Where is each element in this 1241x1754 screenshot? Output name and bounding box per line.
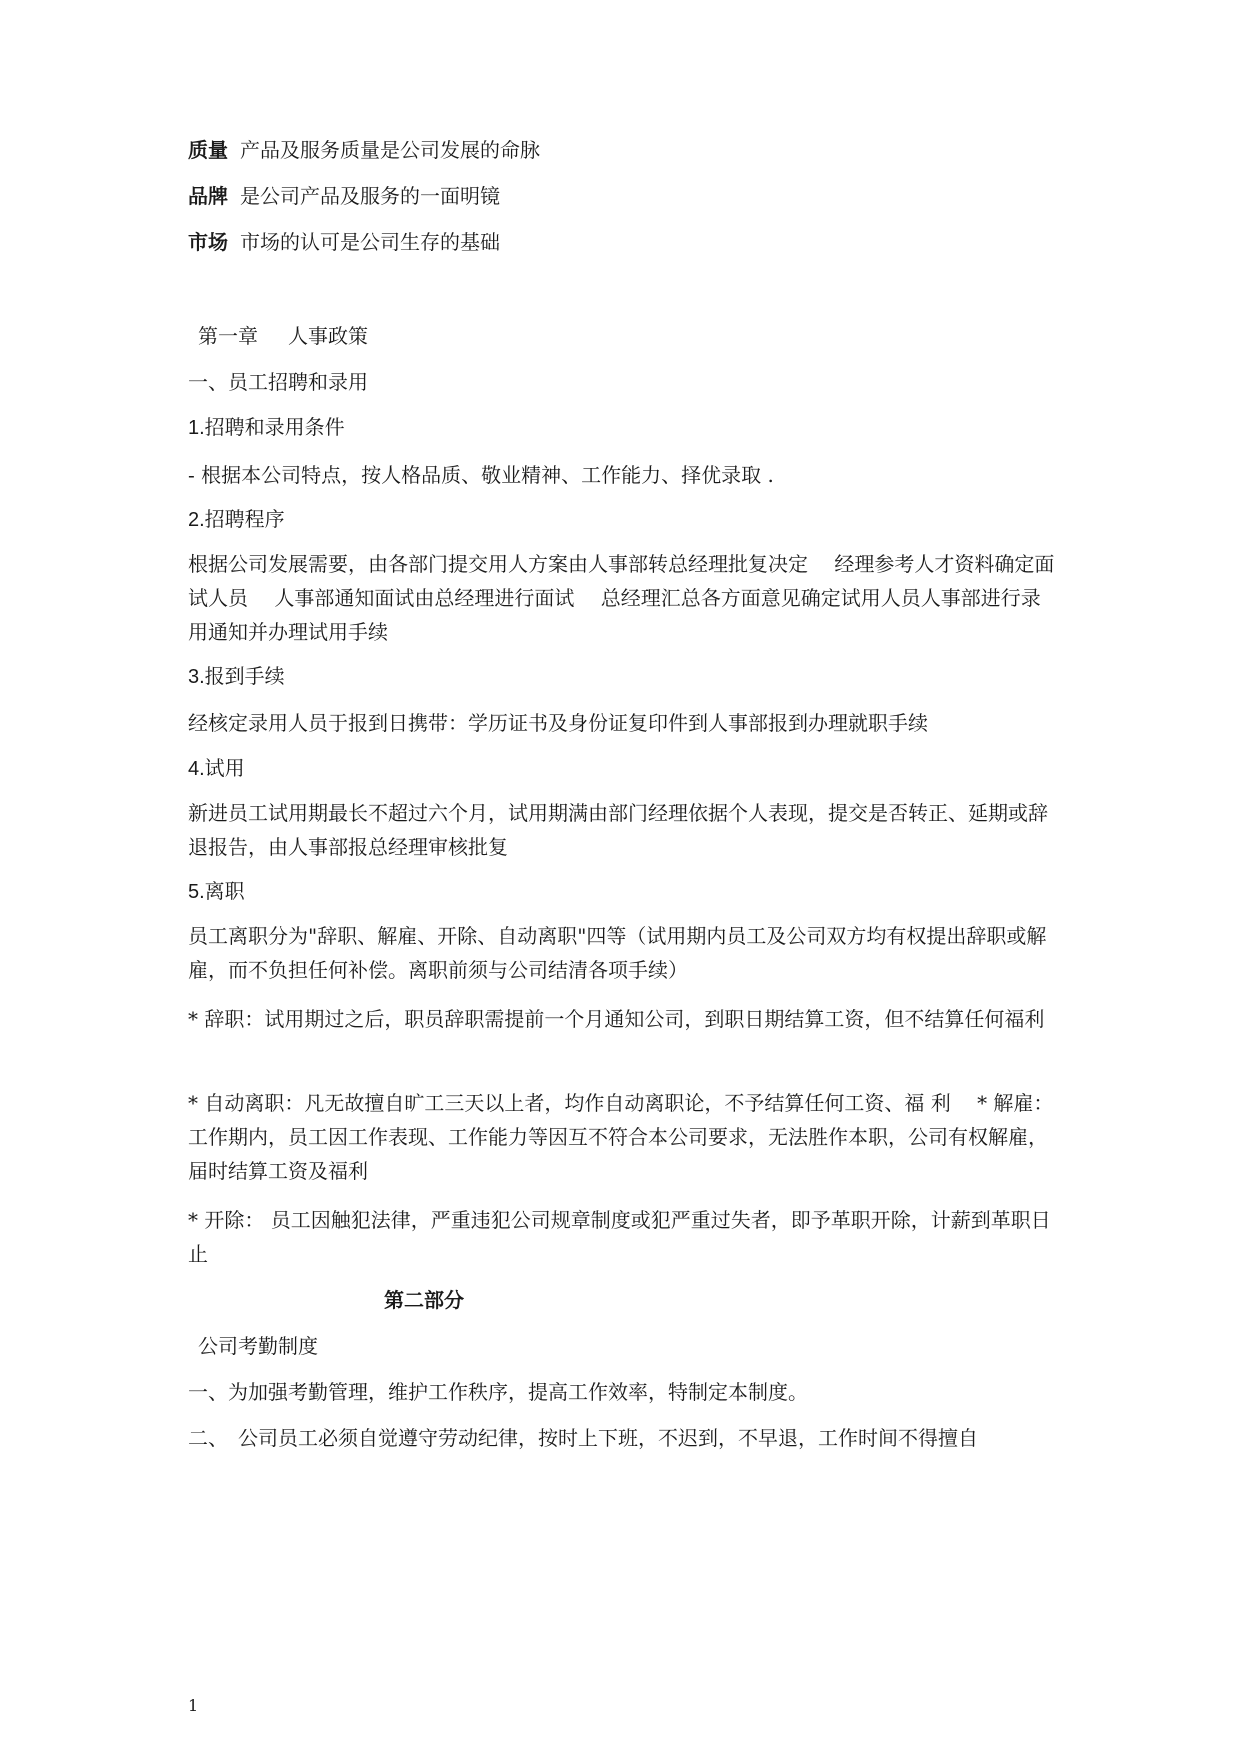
value-brand [188,184,500,208]
chapter-heading [198,324,368,348]
item-body: 新进员工试用期最长不超过六个月，试用期满由部门经理依据个人表现，提交是否转正、延期或辞退报告，由人事部报总经理审核批复 [188,801,1048,859]
item-body: 根据公司发展需要，由各部门提交用人方案由人事部转总经理批复决定 经理参考人才资料确定面试人员 人事部通知面试由总经理进行面试 总经理汇总各方面意见确定试用人员人事部进行录用通知并办理试用手续 [188,552,1055,644]
chapter-subtitle: 人事政策 [288,324,368,348]
value-text: 产品及服务质量是公司发展的命脉 [240,138,540,162]
value-quality [188,138,540,162]
part-subtitle: 公司考勤制度 [198,1334,318,1358]
auto-leave-clause: * 自动离职：凡无故擅自旷工三天以上者，均作自动离职论，不予结算任何工资、福 利 * 解雇： 工作期内，员工因工作表现、工作能力等因互不符合本公司要求，无法胜作本职，公司有权解雇， 届时结算工资及福利 [188,1091,1054,1183]
item-heading: 2.招聘程序 [188,509,285,531]
value-term: 质量 [188,138,228,162]
item-body: - 根据本公司特点，按人格品质、敬业精神、工作能力、择优录取 . [188,463,774,487]
chapter-title: 第一章 [198,324,258,348]
item-heading: 1.招聘和录用条件 [188,417,345,439]
item-body: 员工离职分为"辞职、解雇、开除、自动离职"四等（试用期内员工及公司双方均有权提出辞职或解雇，而不负担任何补偿。离职前须与公司结清各项手续） [188,924,1047,982]
paragraph: 一、为加强考勤管理，维护工作秩序，提高工作效率，特制定本制度。 [188,1380,808,1404]
section-heading: 一、员工招聘和录用 [188,370,368,394]
item-heading: 5.离职 [188,881,245,903]
value-term: 市场 [188,230,228,254]
part-title: 第二部分 [384,1288,464,1312]
item-heading: 3.报到手续 [188,666,285,688]
resign-clause: * 辞职：试用期过之后，职员辞职需提前一个月通知公司，到职日期结算工资，但不结算任何福利 [188,1007,1045,1031]
value-text: 市场的认可是公司生存的基础 [240,230,500,254]
item-body: 经核定录用人员于报到日携带：学历证书及身份证复印件到人事部报到办理就职手续 [188,711,928,735]
value-market [188,230,500,254]
value-text: 是公司产品及服务的一面明镜 [240,184,500,208]
expel-clause: * 开除： 员工因触犯法律，严重违犯公司规章制度或犯严重过失者，即予革职开除，计薪到革职日止 [188,1208,1051,1266]
paragraph: 二、 公司员工必须自觉遵守劳动纪律，按时上下班，不迟到，不早退，工作时间不得擅自 [188,1426,978,1450]
page-number: 1 [188,1696,199,1715]
item-heading: 4.试用 [188,758,245,780]
value-term: 品牌 [188,184,228,208]
